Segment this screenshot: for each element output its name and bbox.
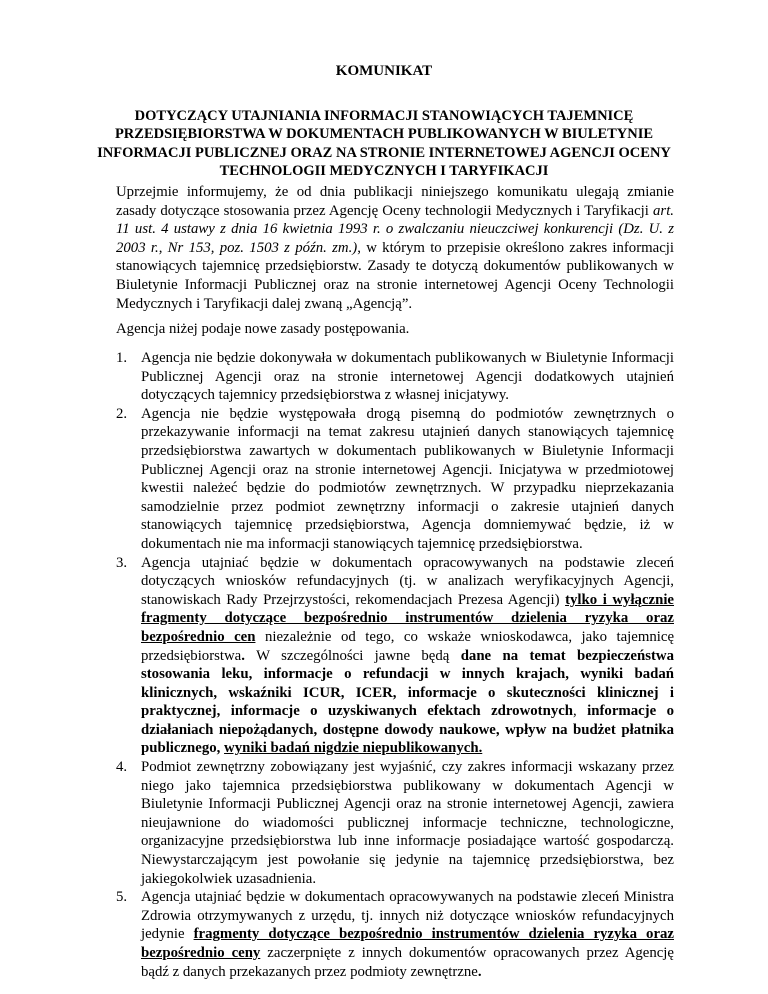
document-subtitle: DOTYCZĄCY UTAJNIANIA INFORMACJI STANOWIĄCYCH TAJEMNICĘ PRZEDSIĘBIORSTWA W DOKUMENTACH PUBLIKOWANYCH W BIULETYNIE INFORMACJI PUBLICZNEJ ORAZ NA STRONIE INTERNETOWEJ AGENCJI OCENY TECHNOLOGII MEDYCZNYCH I TARYFIKACJI	[97, 108, 671, 180]
rule-text: zaczerpnięte z innych dokumentów opracowanych przez Agencję bądź z danych przekazanych przez podmioty zewnętrzne	[141, 945, 674, 980]
rule-period: .	[241, 647, 245, 664]
rule-text: Agencja nie będzie występowała drogą pisemną do podmiotów zewnętrznych o przekazywanie informacji na temat zakresu utajnień danych stanowiących tajemnicę przedsiębiorstwa zawartych w dokumentach publikowanych w Biuletynie Informacji Publicznej Agencji oraz na stronie internetowej Agencji. Inicjatywa w przedmiotowej kwestii należeć będzie do podmiotów zewnętrznych. W przypadku nieprzekazania samodzielnie przez podmiot zewnętrzny informacji o zakresie utajnień danych stanowiących tajemnicę przedsiębiorstwa, Agencja domniemywać będzie, iż w dokumentach nie ma informacji stanowiących tajemnicę przedsiębiorstwa.	[141, 405, 674, 552]
document-title: KOMUNIKAT	[335, 63, 433, 79]
intro-text: Uprzejmie informujemy, że od dnia publikacji niniejszego komunikatu ulegają zmianie zasady dotyczące stosowania przez Agencję Oceny technologii Medycznych i Taryfikacji	[116, 184, 674, 219]
rule-number: 3.	[116, 554, 128, 571]
rule-text: Agencja nie będzie dokonywała w dokumentach publikowanych w Biuletynie Informacji Publicznej Agencji oraz na stronie internetowej Agencji dodatkowych utajnień dotyczących tajemnicy przedsiębiorstwa z własnej inicjatywy.	[141, 350, 674, 404]
lead-sentence: Agencja niżej podaje nowe zasady postępowania.	[116, 321, 410, 337]
rule-text: Agencja utajniać będzie w dokumentach opracowywanych na podstawie zleceń Ministra Zdrowia otrzymywanych z urzędu, tj. innych niż dotyczące wniosków refundacyjnych jedynie	[141, 889, 674, 943]
intro-text-continued: , w którym to przepisie określono zakres informacji stanowiących tajemnicę przedsiębiorstw. Zasady te dotyczą dokumentów publikowanych w Biuletynie Informacji Publicznej oraz na stronie internetowej Agencji Oceny Technologii Medycznych i Taryfikacji dalej zwaną „Agencją”.	[116, 239, 675, 312]
rule-emphasis-bold: informacje o działaniach niepożądanych, dostępne dowody naukowe, wpływ na budżet płatnika publicznego,	[141, 703, 675, 757]
rule-item-2	[116, 405, 674, 554]
rule-emphasis-bold: dane na temat bezpieczeństwa stosowania leku, informacje o refundacji w innych krajach, wyniki badań klinicznych, wskaźniki ICUR, ICER, informacje o skuteczności klinicznej i praktycznej, informacje o uzyskiwanych efektach zdrowotnych	[141, 647, 674, 720]
rules-list	[116, 349, 674, 981]
rule-item-5	[116, 888, 674, 981]
rule-period: .	[477, 963, 482, 980]
rule-number: 5.	[116, 889, 128, 906]
rule-item-4	[116, 758, 674, 888]
intro-legal-citation: art. 11 ust. 4 ustawy z dnia 16 kwietnia 1993 r. o zwalczaniu nieuczciwej konkurencji (Dz. U. z 2003 r., Nr 153, poz. 1503 z późn. zm.)	[116, 202, 674, 256]
rule-item-1	[116, 349, 674, 405]
rule-emphasis-underlined: tylko i wyłącznie fragmenty dotyczące bezpośrednio instrumentów dzielenia ryzyka oraz bezpośrednio cen	[141, 591, 675, 645]
rule-text: niezależnie od tego, co wskaże wnioskodawca, jako tajemnicę przedsiębiorstwa	[141, 628, 675, 664]
rule-number: 1.	[116, 350, 128, 366]
rule-item-3	[116, 554, 674, 759]
rule-text: ,	[573, 703, 588, 720]
rule-number: 2.	[116, 405, 128, 422]
rule-text: W szczególności jawne będą	[244, 647, 461, 664]
intro-paragraph	[116, 183, 674, 313]
rule-emphasis-underlined: wyniki badań nigdzie niepublikowanych.	[224, 740, 483, 757]
rule-emphasis-underlined: fragmenty dotyczące bezpośrednio instrumentów dzielenia ryzyka oraz bezpośrednio ceny	[141, 926, 674, 961]
rule-text: Agencja utajniać będzie w dokumentach opracowywanych na podstawie zleceń dotyczących wniosków refundacyjnych (tj. w analizach weryfikacyjnych Agencji, stanowiskach Rady Przejrzystości, rekomendacjach Prezesa Agencji)	[141, 554, 674, 608]
rule-number: 4.	[116, 759, 128, 776]
rule-text: Podmiot zewnętrzny zobowiązany jest wyjaśnić, czy zakres informacji wskazany przez niego jako tajemnica przedsiębiorstwa publikowany w dokumentach Agencji w Biuletynie Informacji Publicznej Agencji oraz na stronie internetowej Agencji, zawiera nieujawnione do wiadomości publicznej informacje techniczne, technologiczne, organizacyjne przedsiębiorstwa lub inne informacje posiadające wartość gospodarczą. Niewystarczającym jest powołanie się jedynie na tajemnicę przedsiębiorstwa, bez jakiegokolwiek uzasadnienia.	[141, 759, 674, 887]
